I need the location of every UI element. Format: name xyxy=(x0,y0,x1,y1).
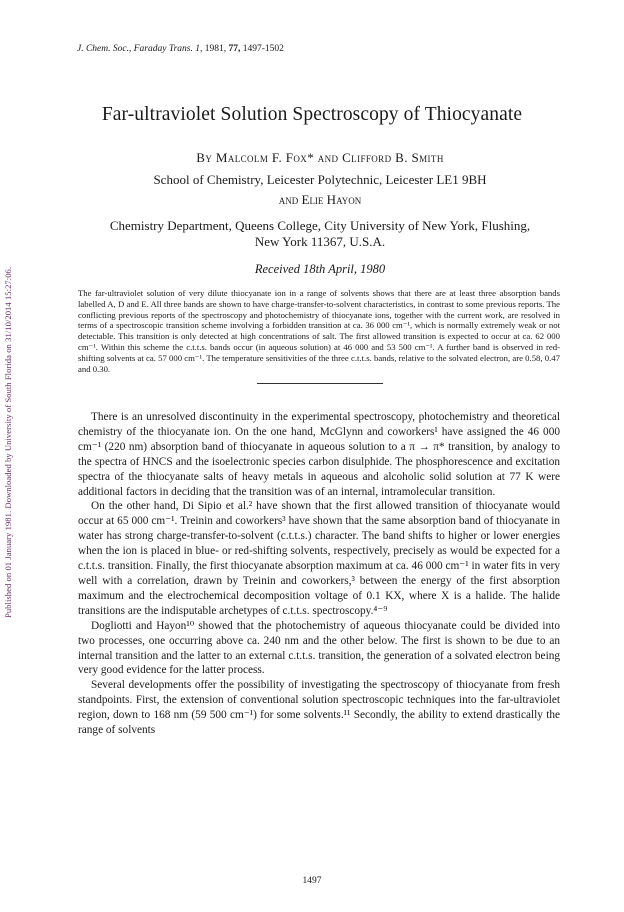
journal-volume: 77, xyxy=(228,44,241,54)
body-paragraph: There is an unresolved discontinuity in the experimental spectroscopy, photochemistry and theoretical chemistry of the thiocyanate ion. On the one hand, McGlynn and coworkers¹ have assigned the 46 000 cm⁻¹ (220 nm) absorption band of thiocyanate in aqueous solution to a π → π* transition, by analogy to the spectra of HNCS and the isoelectronic species carbon disulphide. The phosphorescence and excitation spectra of the thiocyanate salts of heavy metals in aqueous and alcoholic solid solution at 77 K were additional factors in deciding that the transition was of an internal, intramolecular transition. xyxy=(78,411,560,498)
affiliation-2-line-2: New York 11367, U.S.A. xyxy=(254,234,386,249)
affiliation-1: School of Chemistry, Leicester Polytechnic, Leicester LE1 9BH xyxy=(153,172,487,187)
body-paragraph: Several developments offer the possibility of investigating the spectroscopy of thiocyanate from fresh standpoints. First, the extension of conventional solution spectroscopic techniques into the far-ultraviolet region, down to 168 nm (59 500 cm⁻¹) for some solvents.¹¹ Secondly, the ability to extend drastically the range of solvents xyxy=(78,679,560,737)
download-watermark: Published on 01 January 1981. Downloaded by University of South Florida on 31/10/2014 15:27:06. xyxy=(3,266,13,618)
journal-name: J. Chem. Soc., Faraday Trans. 1, xyxy=(77,44,203,54)
body-paragraph: On the other hand, Di Sipio et al.² have shown that the first allowed transition of thiocyanate would occur at 65 000 cm⁻¹. Treinin and coworkers³ have shown that the same absorption band of thiocyanate in water has strong charge-transfer-to-solvent (c.t.t.s.) character. The band shifts to higher or lower energies when the ion is placed in blue- or red-shifting solvents, respectively, precisely as would be expected for a c.t.t.s. transition. Finally, the first thiocyanate absorption maximum at ca. 46 000 cm⁻¹ in water fits in very well with a correlation, drawn by Treinin and coworkers,³ between the energy of the first absorption maximum and the electrochemical decomposition voltage of 0.1 KX, where X is a halide. The halide transitions are the indisputable archetypes of c.t.t.s. spectroscopy.⁴⁻⁹ xyxy=(78,500,560,617)
received-date: Received 18th April, 1980 xyxy=(254,262,386,276)
article-body xyxy=(78,410,560,738)
journal-year: 1981, xyxy=(204,44,227,54)
journal-pages: 1497-1502 xyxy=(242,44,284,54)
abstract: The far-ultraviolet solution of very dilute thiocyanate ion in a range of solvents shows that there are at least three absorption bands labelled A, D and E. All three bands are shown to have charge-transfer-to-solvent characteristics, in contrast to some previous reports. The conflicting previous reports of the spectroscopy and photochemistry of thiocyanate ions, together with the current work, are resolved in terms of a spectroscopic transition scheme involving a forbidden transition at ca. 36 000 cm⁻¹, which is normally extremely weak or not detectable. This transition is only detected at high concentrations of salt. The first allowed transition is expected to occur at ca. 62 000 cm⁻¹. Within this scheme the c.t.t.s. bands occur (in aqueous solution) at 46 000 and 53 500 cm⁻¹. A further band is observed in red-shifting solvents at ca. 57 000 cm⁻¹. The temperature sensitivities of the three c.t.t.s. bands, relative to the solvated electron, are 0.58, 0.47 and 0.30. xyxy=(78,288,560,374)
affiliation-2-line-1: Chemistry Department, Queens College, City University of New York, Flushing, xyxy=(109,218,531,233)
article-title: Far-ultraviolet Solution Spectroscopy of Thiocyanate xyxy=(101,104,523,125)
body-paragraph: Dogliotti and Hayon¹⁰ showed that the photochemistry of aqueous thiocyanate could be divided into two processes, one occurring above ca. 240 nm and the other below. The first is shown to be due to an internal transition and the latter to an external c.t.t.s. transition, the generation of a solvated electron being very good evidence for the latter process. xyxy=(78,619,560,677)
section-divider xyxy=(257,383,383,384)
authors-line-1: By Malcolm F. Fox* and Clifford B. Smith xyxy=(196,150,444,165)
authors-line-2: and Elie Hayon xyxy=(278,192,362,207)
page-number: 1497 xyxy=(302,876,322,886)
journal-citation xyxy=(77,44,284,54)
